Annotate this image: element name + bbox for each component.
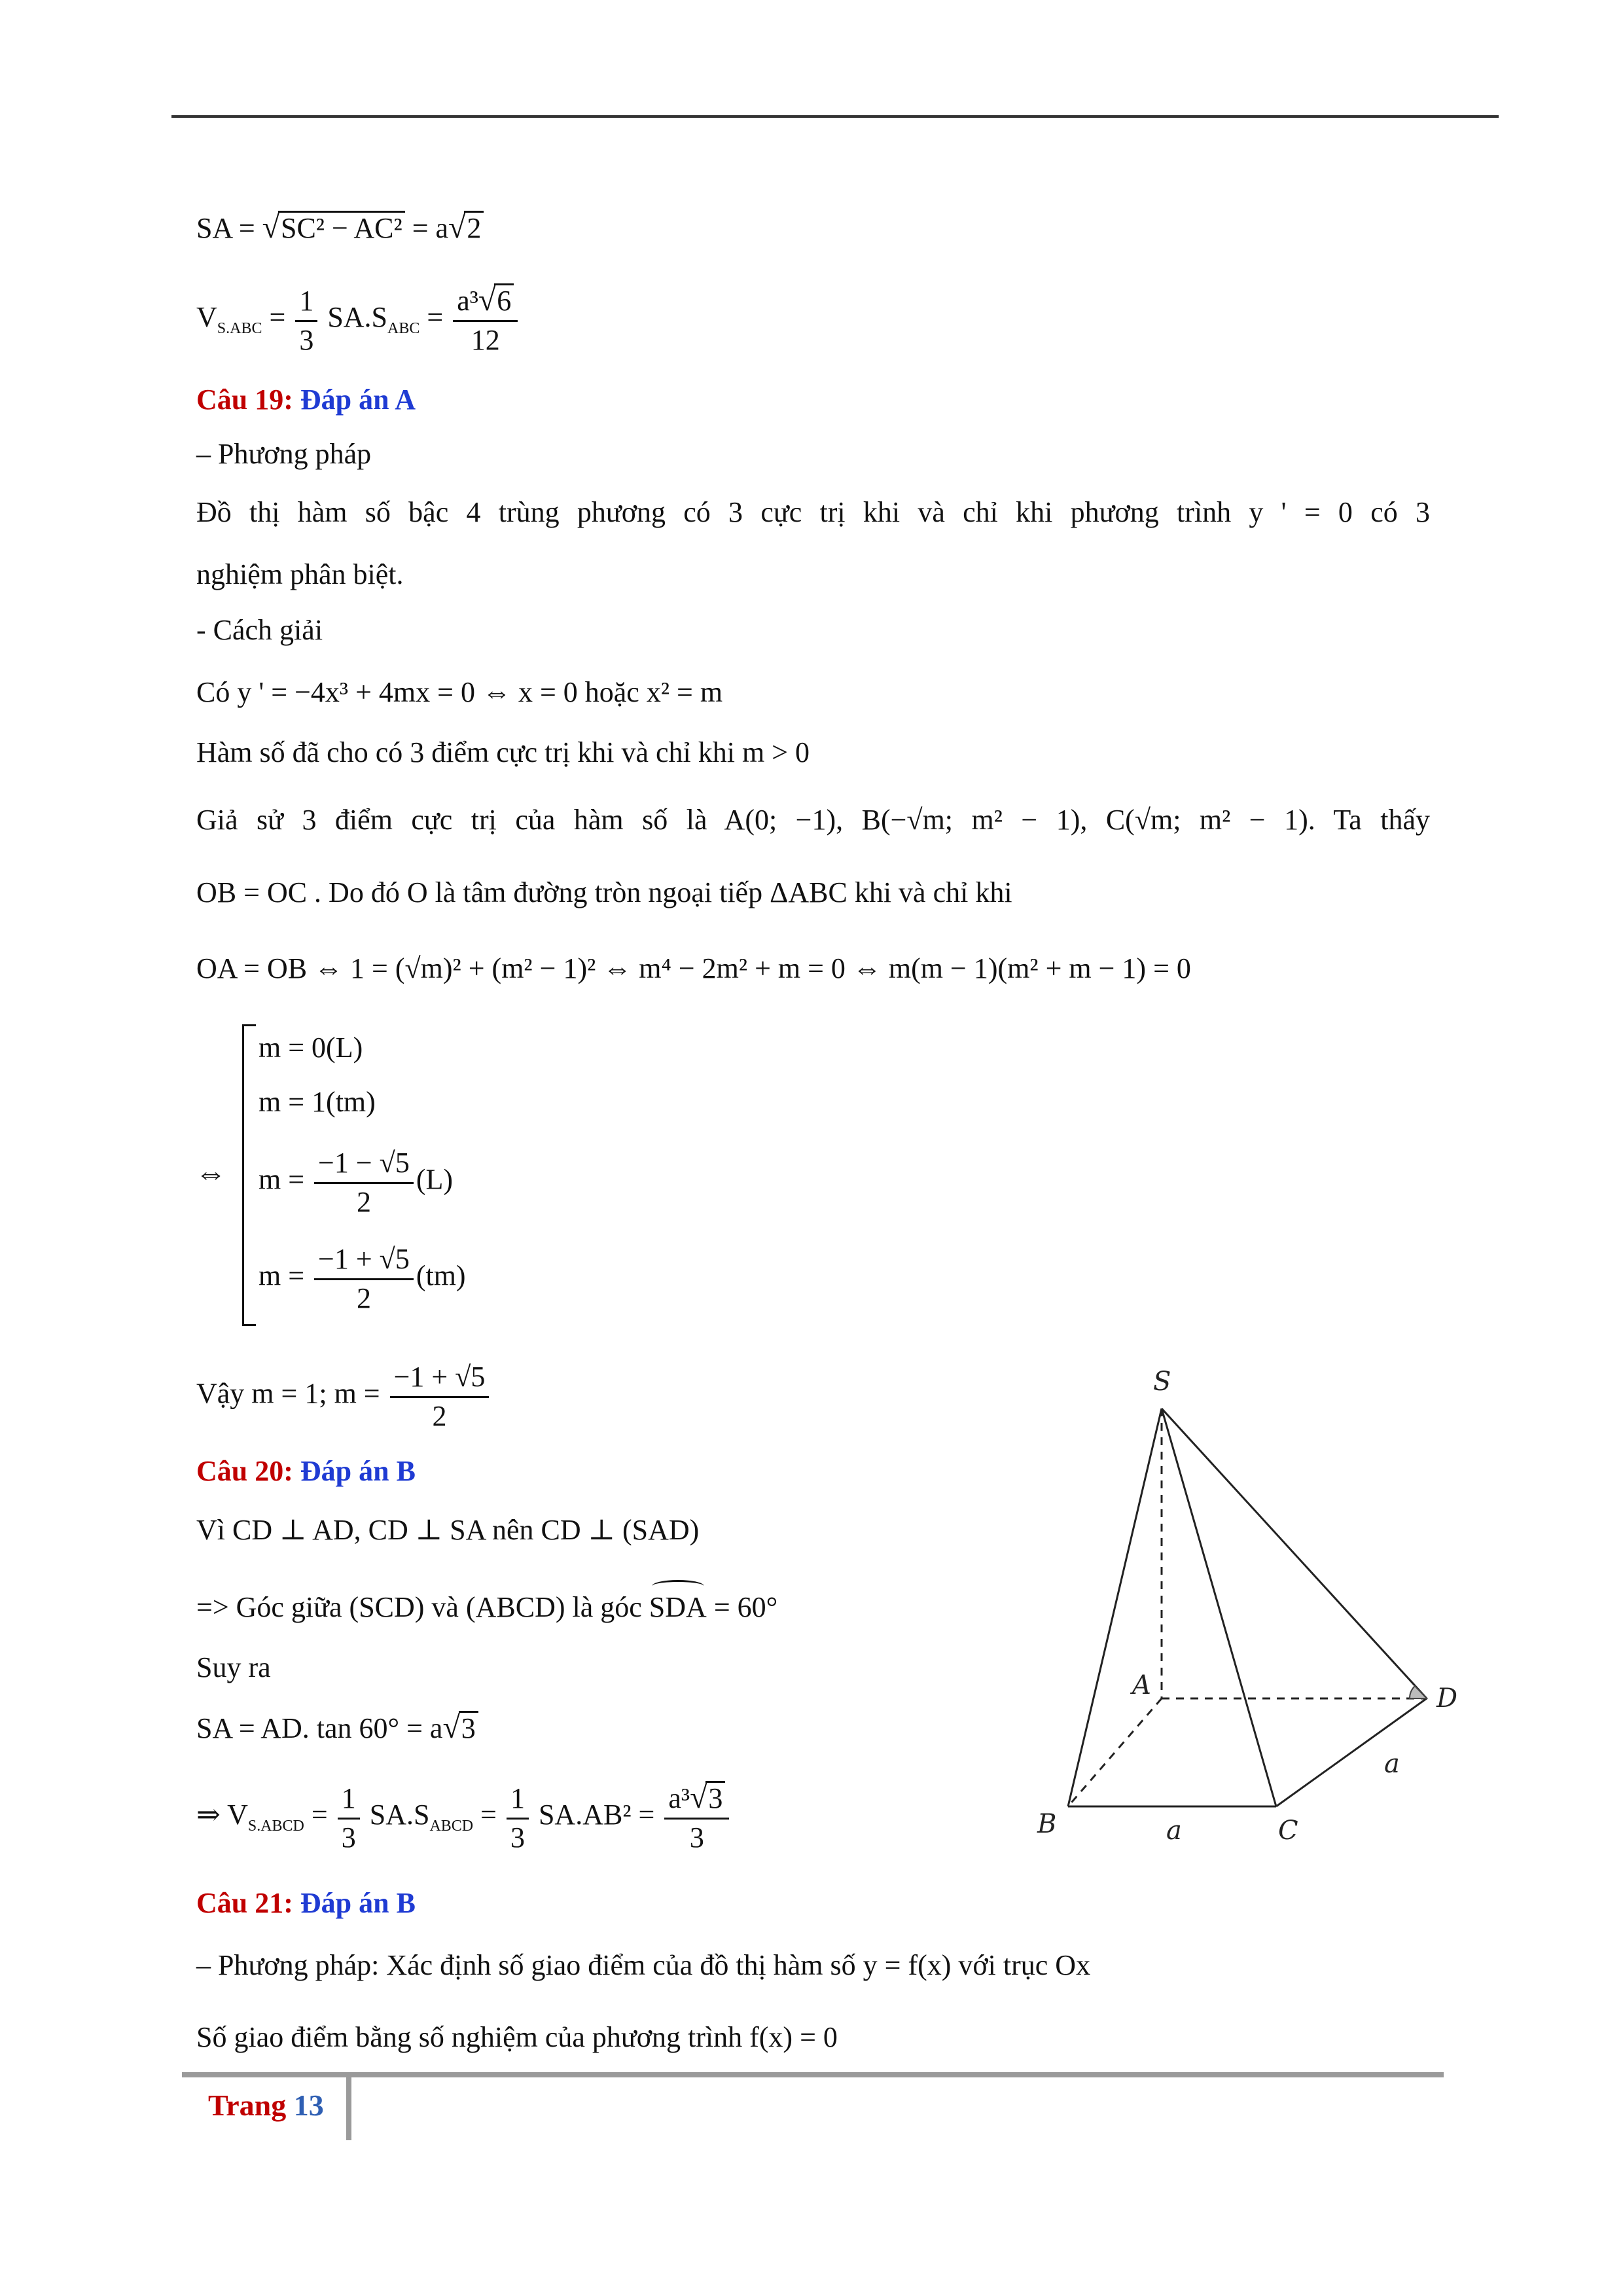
edge-sb xyxy=(1068,1408,1162,1806)
volume-sabc-formula: $V_{S.ABC}$ = $\frac{1}{3}$ $SA.S_{ABC}$ = $\frac{\text{a³√6}}{12}$ xyxy=(196,281,520,359)
q21-method: – Phương pháp: Xác định số giao điểm của đồ thị hàm số y = f(x) với trục Ox xyxy=(196,1949,1091,1981)
label-a-side: a xyxy=(1384,1749,1400,1779)
q21-roots: Số giao điểm bằng số nghiệm của phương trình f(x) = 0 xyxy=(196,2021,838,2053)
q20-sa: SA = AD. tan 60° = a√3 xyxy=(196,1710,478,1747)
edge-ab-hidden xyxy=(1068,1698,1162,1806)
q19-conclusion: Vậy m = 1; m = $\frac{-1 + √5}{2}$ xyxy=(196,1358,491,1435)
label-c: C xyxy=(1278,1816,1298,1846)
q19-method: – Phương pháp xyxy=(196,438,372,470)
q19-paragraph: Đồ thị hàm số bậc 4 trùng phương có 3 cực trị khi và chỉ khi phương trình y ' = 0 có 3 xyxy=(196,496,1430,528)
solution-bracket xyxy=(242,1024,256,1326)
label-a-bottom: a xyxy=(1166,1816,1182,1846)
q19-paragraph-cont: nghiệm phân biệt. xyxy=(196,558,404,590)
sa-formula: SA = √SC² − AC² = a√2 xyxy=(196,209,484,247)
label-a: A xyxy=(1132,1670,1151,1700)
q20-angle: => Góc giữa (SCD) và (ABCD) là góc SDA = 60° xyxy=(196,1589,777,1626)
iff-symbol: ⇔ xyxy=(195,1156,226,1191)
q20-volume: ⇒ $V_{S.ABCD}$ = $\frac{1}{3}$ $SA.S_{ABCD}$ = $\frac{1}{3}$ SA.AB² = $\frac{\text{a³√3}}{3}$ xyxy=(196,1779,732,1856)
q19-solve: - Cách giải xyxy=(196,614,323,646)
q20-suy-ra: Suy ra xyxy=(196,1651,271,1683)
q20-perpendicular: Vì CD ⊥ AD, CD ⊥ SA nên CD ⊥ (SAD) xyxy=(196,1514,700,1546)
q19-points: Giả sử 3 điểm cực trị của hàm số là A(0; −1), B(−√m; m² − 1), C(√m; m² − 1). Ta thấy xyxy=(196,804,1430,836)
q19-circumcenter: OB = OC . Do đó O là tâm đường tròn ngoại tiếp ΔABC khi và chỉ khi xyxy=(196,876,1012,908)
case-m0: m = 0(L) xyxy=(259,1031,363,1064)
label-s: S xyxy=(1153,1367,1171,1397)
edge-sc xyxy=(1162,1408,1276,1806)
q19-equation: OA = OB ⇔ 1 = (√m)² + (m² − 1)² ⇔ m⁴ − 2m² + m = 0 ⇔ m(m − 1)(m² + m − 1) = 0 xyxy=(196,952,1191,984)
pyramid-figure xyxy=(1008,1348,1479,1865)
top-rule xyxy=(171,115,1499,118)
footer-separator xyxy=(346,2076,351,2140)
page-number: Trang 13 xyxy=(208,2089,324,2122)
case-m1: m = 1(tm) xyxy=(259,1086,376,1118)
q19-condition: Hàm số đã cho có 3 điểm cực trị khi và chỉ khi m > 0 xyxy=(196,736,810,768)
q19-derivative: Có y ' = −4x³ + 4mx = 0 ⇔ x = 0 hoặc x² = m xyxy=(196,676,723,708)
edge-cd xyxy=(1276,1698,1427,1806)
q20-heading: Câu 20: Đáp án B xyxy=(196,1455,416,1487)
case-m-pos: m = $\frac{-1 + √5}{2}$ (tm) xyxy=(259,1240,466,1317)
case-m-neg: m = $\frac{-1 - √5}{2}$ (L) xyxy=(259,1144,453,1221)
footer-rule xyxy=(182,2072,1444,2077)
label-d: D xyxy=(1436,1683,1458,1713)
q21-heading: Câu 21: Đáp án B xyxy=(196,1887,416,1919)
q19-heading: Câu 19: Đáp án A xyxy=(196,384,416,416)
edge-sd xyxy=(1162,1408,1427,1698)
label-b: B xyxy=(1037,1809,1057,1839)
